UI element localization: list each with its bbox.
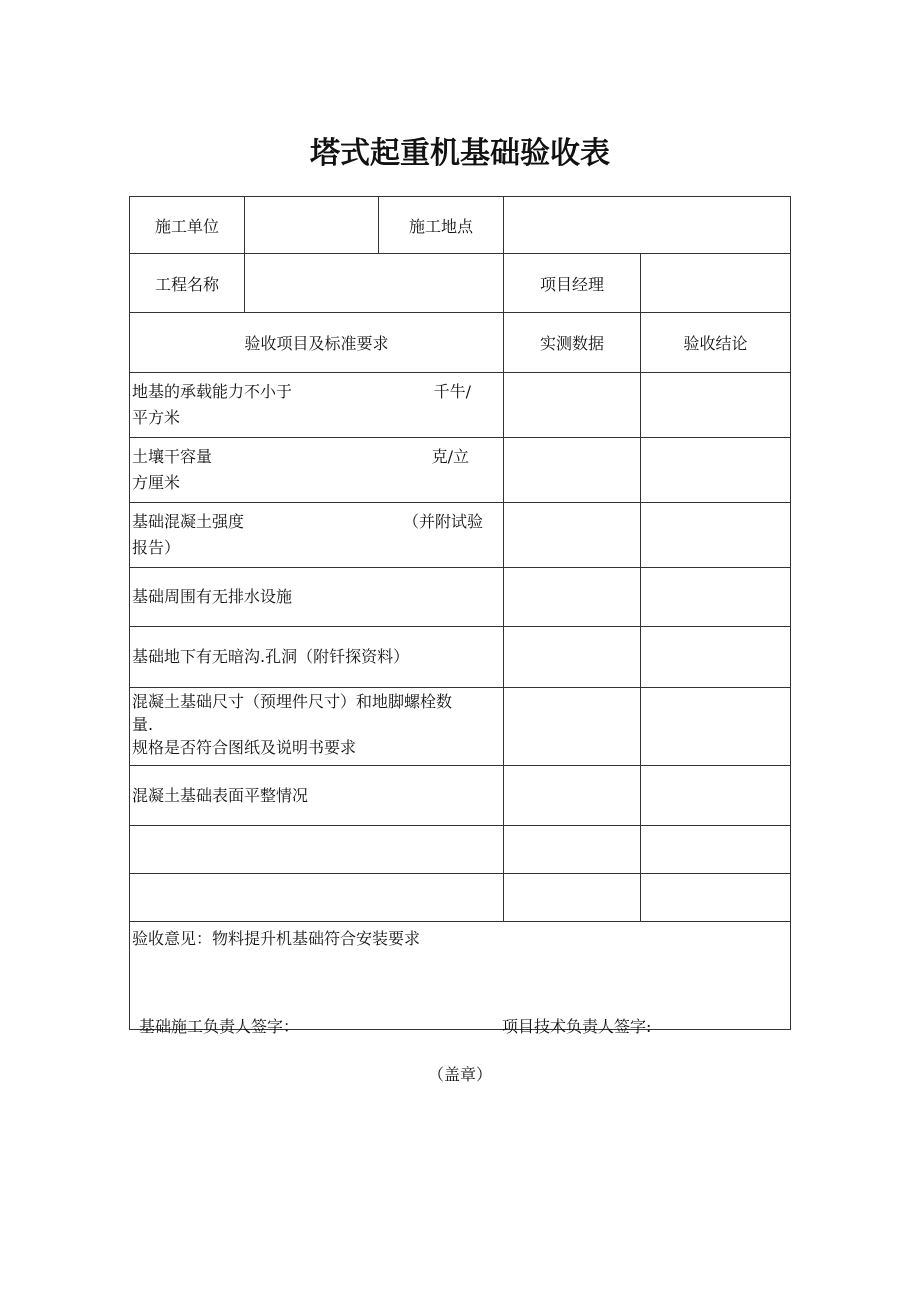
acceptance-opinion[interactable]: 验收意见：物料提升机基础符合安装要求 <box>130 922 791 1030</box>
result-cell[interactable] <box>641 438 791 503</box>
item-text: 地基的承载能力不小于 <box>132 382 293 401</box>
table-row <box>130 438 791 503</box>
unit-label: 施工单位 <box>130 197 245 254</box>
item-text: 基础混凝土强度 <box>132 512 245 531</box>
data-cell[interactable] <box>504 688 641 766</box>
result-cell[interactable] <box>641 627 791 688</box>
item-concrete-strength <box>130 503 504 568</box>
data-cell[interactable] <box>504 373 641 438</box>
table-row <box>130 874 791 922</box>
result-cell[interactable] <box>641 503 791 568</box>
manager-value-cell[interactable] <box>641 254 791 313</box>
table-row <box>130 766 791 826</box>
table-row <box>130 627 791 688</box>
acceptance-table <box>129 196 791 1030</box>
result-cell[interactable] <box>641 826 791 874</box>
table-row <box>130 373 791 438</box>
stamp-label: （盖章） <box>427 1065 492 1084</box>
table-row <box>130 568 791 627</box>
empty-item-cell[interactable] <box>130 874 504 922</box>
empty-item-cell[interactable] <box>130 826 504 874</box>
foundation-signer-label: 基础施工负责人签字： <box>139 1017 300 1036</box>
column-header-item: 验收项目及标准要求 <box>130 313 504 373</box>
item-surface-flatness: 混凝土基础表面平整情况 <box>130 766 504 826</box>
table-row <box>130 254 791 313</box>
table-row <box>130 826 791 874</box>
result-cell[interactable] <box>641 688 791 766</box>
item-text-cont: 量. <box>132 715 154 734</box>
data-cell[interactable] <box>504 438 641 503</box>
result-cell[interactable] <box>641 766 791 826</box>
location-value-cell[interactable] <box>504 197 791 254</box>
data-cell[interactable] <box>504 627 641 688</box>
data-cell[interactable] <box>504 826 641 874</box>
data-cell[interactable] <box>504 766 641 826</box>
item-unit: 克/立 <box>431 447 469 466</box>
table-row <box>130 197 791 254</box>
item-drainage: 基础周围有无排水设施 <box>130 568 504 627</box>
table-row <box>130 503 791 568</box>
item-text-cont: 报告） <box>132 538 181 557</box>
project-label: 工程名称 <box>130 254 245 313</box>
table-row <box>130 688 791 766</box>
item-bearing-capacity <box>130 373 504 438</box>
item-note: （并附试验 <box>402 512 483 531</box>
column-header-data: 实测数据 <box>504 313 641 373</box>
item-unit: 千牛/ <box>433 382 471 401</box>
item-text: 混凝土基础尺寸（预埋件尺寸）和地脚螺栓数 <box>132 692 453 711</box>
data-cell[interactable] <box>504 874 641 922</box>
tech-signer-label: 项目技术负责人签字: <box>502 1017 652 1036</box>
page-title: 塔式起重机基础验收表 <box>310 136 610 171</box>
data-cell[interactable] <box>504 568 641 627</box>
table-header-row <box>130 313 791 373</box>
item-dimensions <box>130 688 504 766</box>
item-text: 土壤干容量 <box>132 447 213 466</box>
item-text-cont: 平方米 <box>132 408 181 427</box>
result-cell[interactable] <box>641 874 791 922</box>
column-header-result: 验收结论 <box>641 313 791 373</box>
project-value-cell[interactable] <box>245 254 504 313</box>
location-label: 施工地点 <box>379 197 504 254</box>
result-cell[interactable] <box>641 373 791 438</box>
manager-label: 项目经理 <box>504 254 641 313</box>
data-cell[interactable] <box>504 503 641 568</box>
item-soil-density <box>130 438 504 503</box>
item-text-cont: 方厘米 <box>132 473 181 492</box>
unit-value-cell[interactable] <box>245 197 379 254</box>
item-underground-voids: 基础地下有无暗沟.孔洞（附钎探资料） <box>130 627 504 688</box>
result-cell[interactable] <box>641 568 791 627</box>
item-text-cont: 规格是否符合图纸及说明书要求 <box>132 738 357 757</box>
